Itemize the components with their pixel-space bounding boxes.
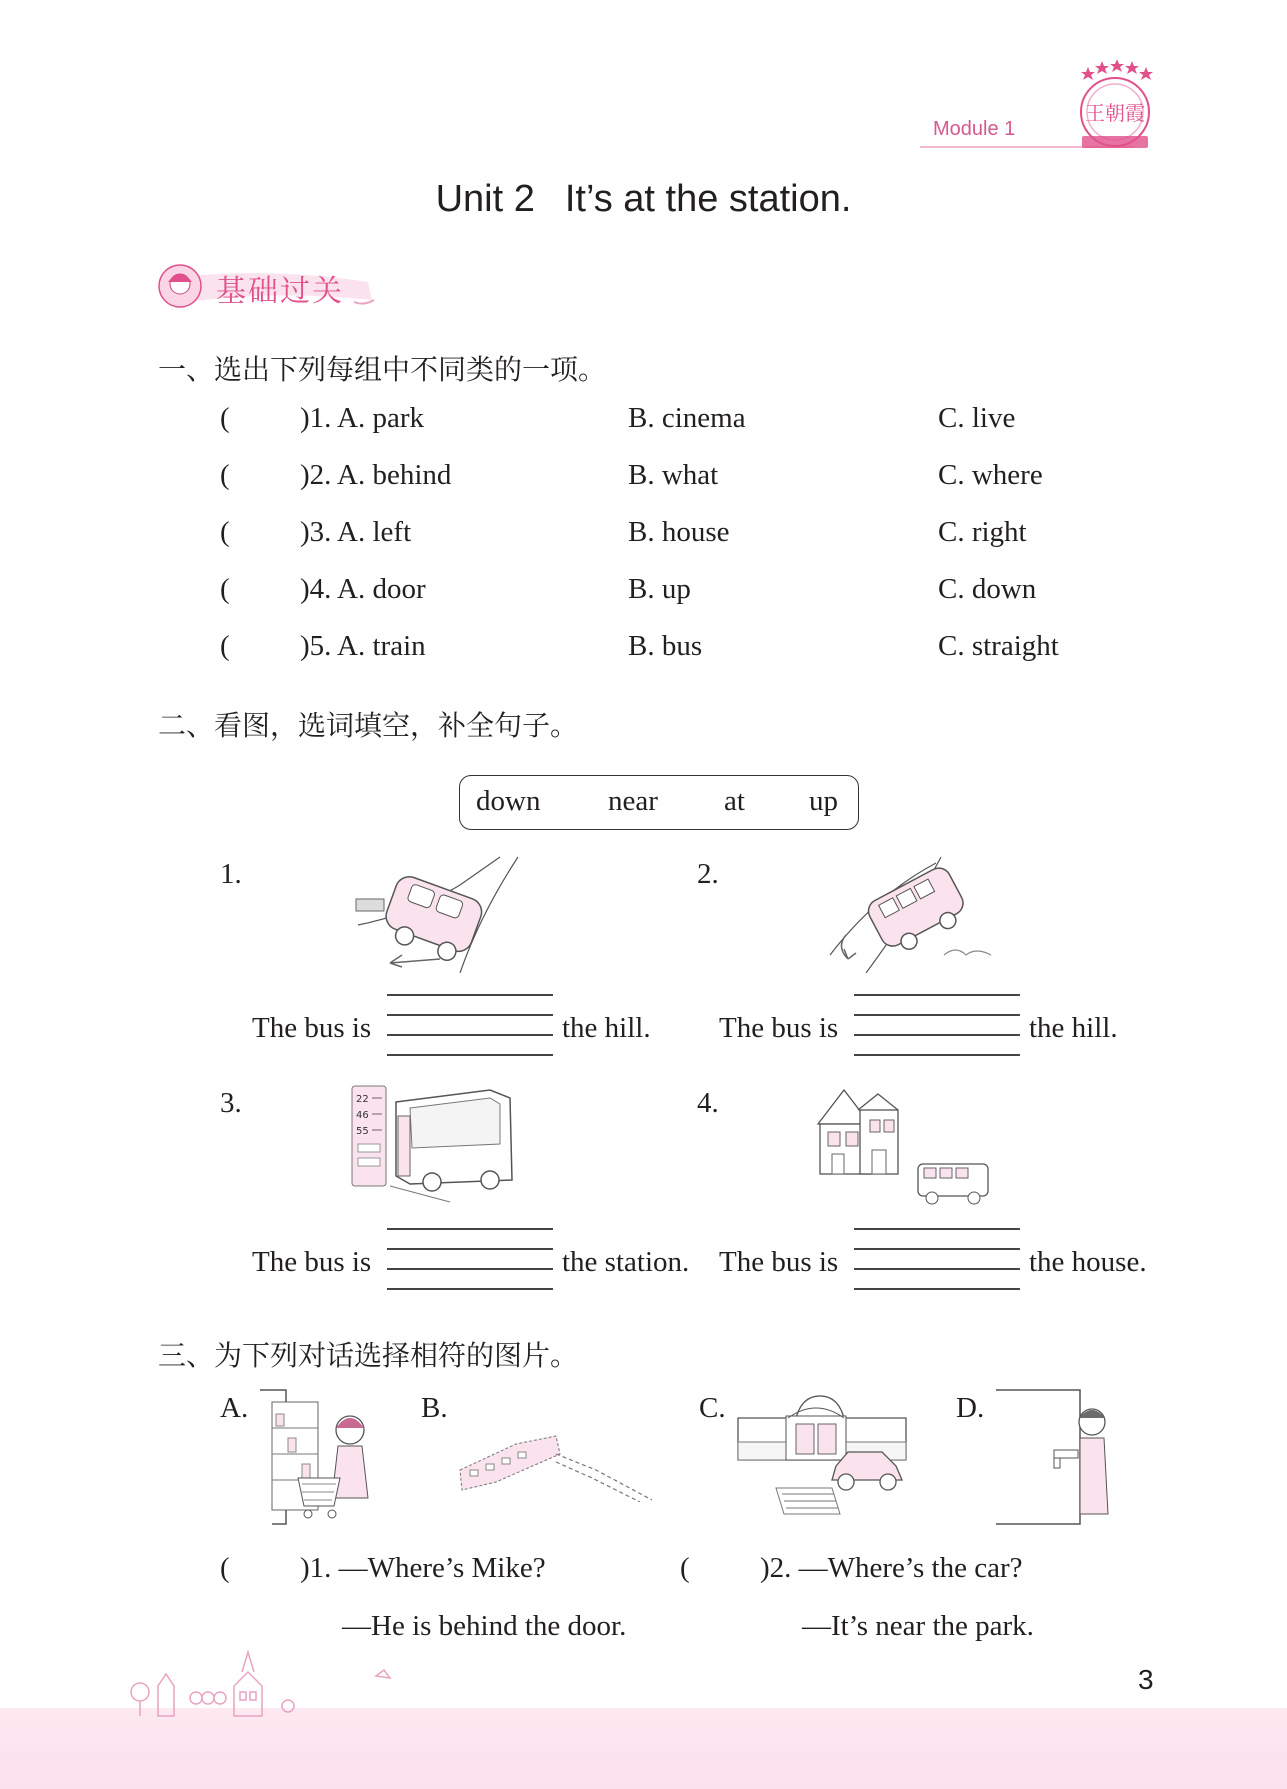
item-number: 3. <box>220 1087 242 1119</box>
word-bank-item: at <box>724 785 745 817</box>
svg-text:王朝霞: 王朝霞 <box>1085 101 1145 125</box>
svg-text:46: 46 <box>356 1110 369 1121</box>
question-option-b: B. bus <box>628 630 703 662</box>
section2-heading: 二、看图，选词填空，补全句子。 <box>158 711 579 742</box>
sentence-prefix: The bus is <box>252 1012 372 1044</box>
sentence-prefix: The bus is <box>719 1012 839 1044</box>
question-option-c: C. where <box>938 459 1043 491</box>
bus-near-house-picture <box>814 1084 994 1208</box>
banner-label: 基础过关 <box>216 275 344 308</box>
sentence-prefix: The bus is <box>719 1246 839 1278</box>
question-option-a: )2. A. behind <box>300 459 452 491</box>
car-near-park-picture <box>736 1388 908 1518</box>
option-label: A. <box>220 1392 249 1424</box>
question-option-b: B. cinema <box>628 402 746 434</box>
question-option-b: B. up <box>628 573 691 605</box>
dialog-question: )1. —Where’s Mike? <box>300 1552 546 1584</box>
question-option-a: )5. A. train <box>300 630 426 662</box>
answer-paren[interactable]: ( <box>220 516 230 548</box>
question-option-a: )3. A. left <box>300 516 412 548</box>
item-number: 2. <box>697 858 719 890</box>
item-number: 4. <box>697 1087 719 1119</box>
answer-paren[interactable]: ( <box>680 1552 690 1584</box>
answer-blank[interactable] <box>854 1228 1020 1288</box>
page-number: 3 <box>1138 1664 1154 1695</box>
question-option-c: C. down <box>938 573 1037 605</box>
publisher-seal-icon <box>1072 60 1158 152</box>
answer-blank[interactable] <box>387 994 553 1054</box>
item-number: 1. <box>220 858 242 890</box>
bus-up-hill-picture <box>826 855 996 973</box>
word-bank-item: near <box>608 785 658 817</box>
sentence-suffix: the house. <box>1029 1246 1147 1278</box>
question-option-a: )4. A. door <box>300 573 426 605</box>
sentence-suffix: the station. <box>562 1246 690 1278</box>
unit-subtitle: It’s at the station. <box>564 178 852 220</box>
answer-paren[interactable]: ( <box>220 630 230 662</box>
svg-text:22: 22 <box>356 1094 369 1105</box>
word-bank-item: down <box>476 785 541 817</box>
question-option-a: )1. A. park <box>300 402 425 434</box>
bus-at-station-picture <box>350 1084 530 1204</box>
train-picture <box>456 1420 656 1502</box>
unit-title <box>0 178 1287 221</box>
dialog-answer: —It’s near the park. <box>802 1610 1034 1642</box>
question-option-b: B. house <box>628 516 730 548</box>
answer-paren[interactable]: ( <box>220 1552 230 1584</box>
unit-number: Unit 2 <box>435 178 535 220</box>
sentence-suffix: the hill. <box>562 1012 651 1044</box>
answer-paren[interactable]: ( <box>220 573 230 605</box>
town-decoration-icon <box>118 1646 418 1718</box>
sentence-prefix: The bus is <box>252 1246 372 1278</box>
boy-behind-door-picture <box>992 1388 1112 1528</box>
section3-heading: 三、为下列对话选择相符的图片。 <box>158 1341 579 1372</box>
option-label: D. <box>956 1392 985 1424</box>
supermarket-girl-picture <box>258 1388 382 1526</box>
footer-band <box>0 1708 1287 1789</box>
question-option-c: C. live <box>938 402 1016 434</box>
svg-text:55: 55 <box>356 1126 369 1137</box>
sentence-suffix: the hill. <box>1029 1012 1118 1044</box>
module-label: Module 1 <box>933 118 1016 140</box>
section1-heading: 一、选出下列每组中不同类的一项。 <box>158 355 607 386</box>
answer-blank[interactable] <box>854 994 1020 1054</box>
question-option-c: C. straight <box>938 630 1059 662</box>
dialog-question: )2. —Where’s the car? <box>760 1552 1023 1584</box>
question-option-c: C. right <box>938 516 1027 548</box>
question-option-b: B. what <box>628 459 719 491</box>
answer-blank[interactable] <box>387 1228 553 1288</box>
bus-down-hill-picture <box>350 855 520 973</box>
answer-paren[interactable]: ( <box>220 402 230 434</box>
dialog-answer: —He is behind the door. <box>342 1610 627 1642</box>
answer-paren[interactable]: ( <box>220 459 230 491</box>
option-label: C. <box>699 1392 726 1424</box>
word-bank-item: up <box>809 785 838 817</box>
option-label: B. <box>421 1392 448 1424</box>
